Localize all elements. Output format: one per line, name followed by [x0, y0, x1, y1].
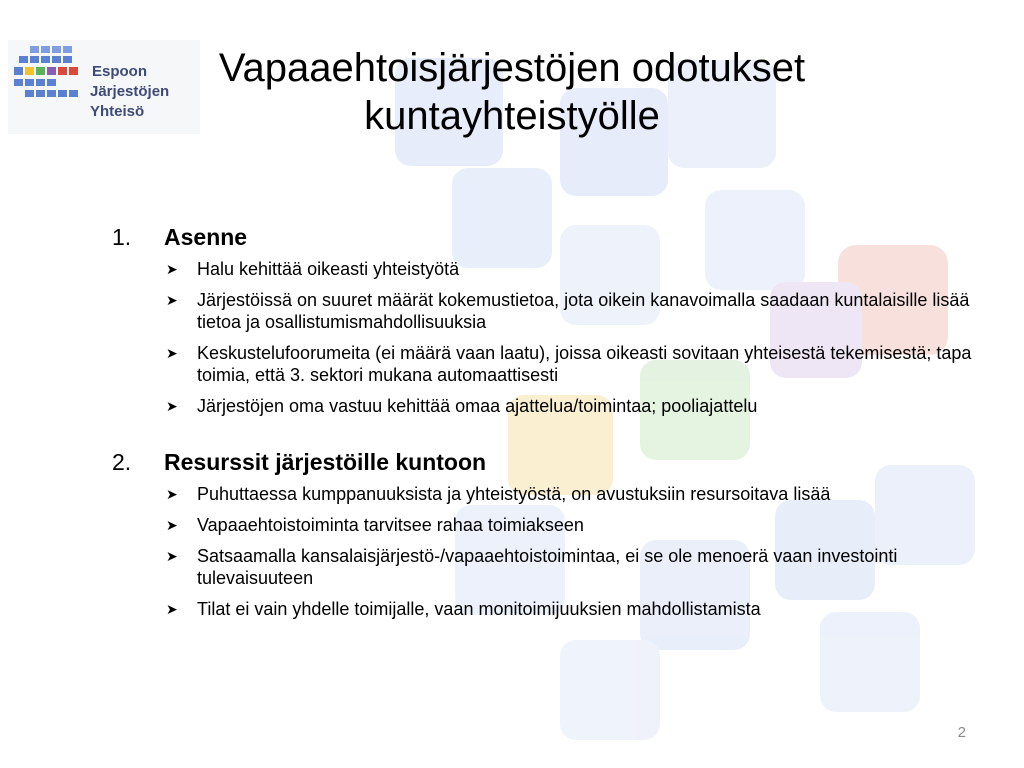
- bullet-text: Puhuttaessa kumppanuuksista ja yhteistyöstä, on avustuksiin resursoitava lisää: [197, 484, 831, 504]
- slide-title: [150, 44, 874, 140]
- bg-tile: [560, 640, 660, 740]
- slide-title-line-1: Vapaaehtoisjärjestöjen odotukset: [218, 46, 806, 90]
- bullet-item: [166, 342, 972, 386]
- section-number: 1.: [112, 224, 132, 250]
- bullet-list: [112, 483, 972, 620]
- bullet-text: Järjestöissä on suuret määrät kokemustietoa, jota oikein kanavoimalla saadaan kuntalaisille lisää tietoa ja osallistumismahdollisuuksia: [197, 290, 970, 332]
- logo-line-2: Järjestöjen: [90, 83, 170, 100]
- arrow-right-icon: ➤: [166, 261, 178, 277]
- section-heading: [112, 222, 972, 252]
- bullet-item: [166, 258, 972, 280]
- section-title: Resurssit järjestöille kuntoon: [164, 449, 487, 475]
- arrow-right-icon: ➤: [166, 548, 178, 564]
- bullet-list: [112, 258, 972, 417]
- arrow-right-icon: ➤: [166, 345, 178, 361]
- bullet-text: Tilat ei vain yhdelle toimijalle, vaan monitoimijuuksien mahdollistamista: [197, 599, 761, 619]
- slide-content: [112, 222, 972, 629]
- section-resurssit: [112, 447, 972, 620]
- section-heading: [112, 447, 972, 477]
- section-number: 2.: [112, 449, 132, 475]
- arrow-right-icon: ➤: [166, 292, 178, 308]
- bullet-text: Halu kehittää oikeasti yhteistyötä: [197, 259, 460, 279]
- bullet-text: Satsaamalla kansalaisjärjestö-/vapaaehtoistoimintaa, ei se ole menoerä vaan investointi tulevaisuuteen: [197, 546, 898, 588]
- arrow-right-icon: ➤: [166, 486, 178, 502]
- bullet-item: [166, 514, 972, 536]
- arrow-right-icon: ➤: [166, 398, 178, 414]
- bullet-text: Keskustelufoorumeita (ei määrä vaan laatu), joissa oikeasti sovitaan yhteisestä tekemisestä; tapa toimia, että 3. sektori mukana automaattisesti: [197, 343, 972, 385]
- bullet-item: [166, 395, 972, 417]
- section-title: Asenne: [164, 224, 248, 250]
- bullet-item: [166, 289, 972, 333]
- logo-squares-icon: [8, 40, 88, 134]
- page-number: 2: [957, 724, 966, 741]
- bullet-text: Järjestöjen oma vastuu kehittää omaa ajattelua/toimintaa; pooliajattelu: [197, 396, 758, 416]
- bullet-item: [166, 598, 972, 620]
- logo-line-3: Yhteisö: [90, 103, 145, 120]
- bullet-item: [166, 483, 972, 505]
- logo-line-1: Espoon: [92, 63, 147, 80]
- section-asenne: [112, 222, 972, 417]
- bullet-text: Vapaaehtoistoiminta tarvitsee rahaa toimiakseen: [197, 515, 584, 535]
- arrow-right-icon: ➤: [166, 601, 178, 617]
- slide-title-line-2: kuntayhteistyölle: [364, 94, 660, 138]
- bullet-item: [166, 545, 972, 589]
- arrow-right-icon: ➤: [166, 517, 178, 533]
